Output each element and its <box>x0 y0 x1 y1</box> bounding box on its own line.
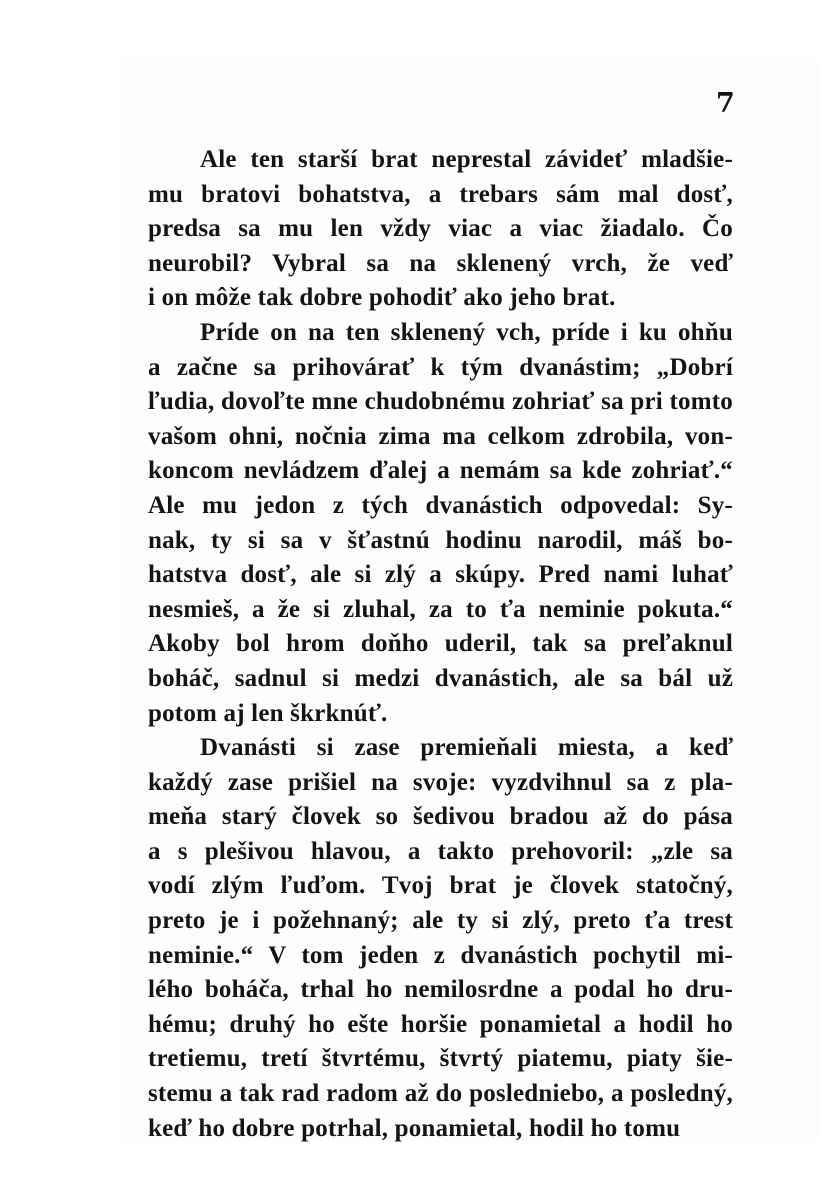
text-line: nak, ty si sa v šťastnú hodinu narodil, máš bo- <box>148 526 733 554</box>
text-line: ľudia, dovoľte mne chudobnému zohriať sa pri tomto <box>148 388 733 416</box>
text-line: mu bratovi bohatstva, a trebars sám mal dosť, <box>148 180 733 208</box>
text-line: stemu a tak rad radom až do posledniebo, a posledný, <box>148 1080 733 1108</box>
text-line: meňa starý človek so šedivou bradou až do pása <box>148 803 733 831</box>
text-line: preto je i požehnaný; ale ty si zlý, preto ťa trest <box>148 907 733 935</box>
text-line: hatstva dosť, ale si zlý a skúpy. Pred nami luhať <box>148 561 733 589</box>
text-line: Dvanásti si zase premieňali miesta, a keď <box>200 734 733 762</box>
text-line: tretiemu, tretí štvrtému, štvrtý piatemu, piaty šie- <box>148 1045 733 1073</box>
text-line: a s plešivou hlavou, a takto prehovoril: „zle sa <box>148 837 733 865</box>
text-line: vašom ohni, nočnia zima ma celkom zdrobila, von- <box>148 422 733 450</box>
text-line: Ale ten starší brat neprestal závideť mladšie- <box>200 146 733 173</box>
text-line: i on môže tak dobre pohodiť ako jeho brat. <box>148 284 616 312</box>
text-line: keď ho dobre potrhal, ponamietal, hodil ho tomu <box>148 1114 681 1142</box>
text-line: koncom nevládzem ďalej a nemám sa kde zohriať.“ <box>148 457 733 485</box>
text-line: Akoby bol hrom doňho uderil, tak sa preľaknul <box>148 630 733 658</box>
text-line: predsa sa mu len vždy viac a viac žiadalo. Čo <box>148 215 733 243</box>
text-line: neminie.“ V tom jeden z dvanástich pochytil mi- <box>148 941 733 969</box>
page-number: 7 <box>716 88 735 119</box>
text-line: každý zase prišiel na svoje: vyzdvihnul sa z pla- <box>148 768 733 796</box>
text-line: hému; druhý ho ešte horšie ponamietal a hodil ho <box>148 1010 733 1038</box>
text-line: Príde on na ten sklenený vch, príde i ku ohňu <box>200 318 733 346</box>
body-text <box>148 143 733 1146</box>
text-line: lého boháča, trhal ho nemilosrdne a podal ho dru- <box>148 976 733 1004</box>
text-line: a začne sa prihovárať k tým dvanástim; „Dobrí <box>148 353 733 381</box>
text-line: neurobil? Vybral sa na sklenený vrch, že veď <box>148 249 733 277</box>
text-line: vodí zlým ľuďom. Tvoj brat je človek statočný, <box>148 872 733 900</box>
text-line: nesmieš, a že si zluhal, za to ťa neminie pokuta.“ <box>148 595 733 623</box>
text-line: potom aj len škrknúť. <box>148 699 388 727</box>
text-line: Ale mu jedon z tých dvanástich odpovedal: Sy- <box>148 491 733 519</box>
text-line: boháč, sadnul si medzi dvanástich, ale sa bál už <box>148 664 733 692</box>
